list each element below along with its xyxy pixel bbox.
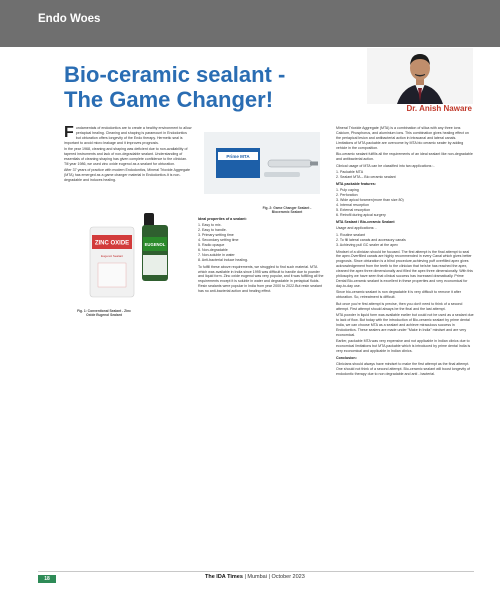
list-item: 2. Perforation: [336, 193, 358, 198]
applications-list: [336, 170, 474, 180]
bioceramic-paragraph: Bio-ceramic sealant fulfills all the requirements of an ideal sealant like non-degradable and antibacterial action.: [336, 152, 473, 162]
list-item: 1. Easy to mix.: [198, 223, 222, 228]
list-item: 3. Wide apical foramen(more than size 80): [336, 198, 404, 203]
title-line-1: Bio-ceramic sealant -: [64, 62, 286, 87]
list-item: 2. Easy to handle.: [198, 228, 227, 233]
list-item: 1. Pulp caping: [336, 188, 359, 193]
economics-paragraph: Earlier, packable MTA was very expensive and not applicable in Indian clinics due to economical limitations but MTA packable which is introduced by prime dental India is very economical and applicable in Indian clinics.: [336, 339, 471, 354]
packable-list: [336, 188, 474, 217]
list-item: 5. External resorption: [336, 207, 371, 212]
footer-divider: [38, 571, 474, 572]
ideal-properties-list: [198, 223, 326, 262]
list-item: 3. Achieving pull GC sealer at the apex: [336, 242, 398, 247]
figure-1-caption: Fig. 1: Conventional Sealant - Zinc Oxide Eugenol Sealant: [77, 309, 131, 318]
requirements-paragraph: To fulfill these above requirements, we struggled to find such material. MTA which was available in India since 1995 was difficult to handle due to powder and liquid form. Zinc oxide eugenol was very popular, and it was fulfilling all the requirements except it is soluble in water and degradable in periapical fluids. Resin sealants were popular in India from year 2000 to 2022.But resin sealant has no anti-bacterial action and healing effect.: [198, 264, 324, 294]
list-item: 1. Routine sealant: [336, 232, 365, 237]
title-line-2: The Game Changer!: [64, 87, 274, 112]
footer-separator: |: [268, 574, 272, 580]
conclusion-paragraph: Clinicians should always have mindset to make the first attempt as the final attempt. One should not think of a second attempt. Bio-ceramic sealant will boost longevity of endodontic therapy due to non degradable and anti - bacterial.: [336, 362, 471, 376]
history-paragraph: In the year 1968, cleaning and shaping was deficient due to non-availability of tapered instruments and lack of non-degradable sealant. Understanding of essentials of cleaning shaping has given complete confidence to the clinician. Till year 1986, we used zinc oxide eugenol as a sealant for obturation.: [64, 147, 188, 166]
intro-text: undamentals of endodontics are to create a healthy environment to allow periapical healing. Cleaning and shaping is paramount in Endodontics but obturation offers longevity of the Endo therapy. Hermetic seal is important to avoid micro leakage and it improves prognosis.: [64, 126, 192, 145]
article-title: [64, 62, 324, 112]
publication-name: The IDA Times: [205, 574, 243, 580]
author-photo-illustration: [367, 48, 473, 104]
mta-intro-paragraph: After 37 years of practice with modern Endodontics, Mineral Trioxide Aggregate (MTA) has emerged as a game changer material in Endodontics.It is non-degradable and induces healing.: [64, 168, 191, 183]
author-portrait: [367, 48, 473, 104]
first-attempt-paragraph: But once you're first attempt is precise, then you don't need to think of a second attempt. First attempt should always be the final and the last attempt.: [336, 301, 463, 311]
packable-heading: MTA packable features:: [336, 181, 376, 186]
list-item: 1. Packable MTA: [336, 170, 364, 175]
sealant-heading: MTA Sealant / Bio-ceramic Sealant: [336, 219, 395, 224]
drop-cap: F: [64, 124, 74, 141]
sealant-usage-list: [336, 233, 474, 248]
bioceramic-product-illustration: [198, 126, 326, 204]
author-name: Dr. Anish Naware: [406, 104, 472, 113]
list-item: 7. Non-soluble in water: [198, 252, 235, 257]
conclusion-heading: Conclusion:: [336, 355, 357, 360]
figure-2: [198, 126, 326, 214]
article-column-3: [336, 126, 474, 378]
sealant-usage-label: Usage and applications: -: [336, 226, 377, 231]
footer-publication-line: [205, 574, 305, 580]
list-item: 8. Anti-bacterial induce healing.: [198, 257, 248, 262]
list-item: 2. To fill lateral canals and accessory canals: [336, 237, 406, 242]
figure-1: [64, 197, 192, 317]
publication-issue: October 2023: [271, 574, 305, 580]
section-header-band: [0, 0, 500, 47]
mta-composition-paragraph: Mineral Trioxide Aggregate (MTA) is a combination of silica with any three ions Calcium, Phosphorus, and aluminium ions. This combination gives healing effect on the periapical lesion and antibacterial action in intracanal and lateral canals. Limitations of MTA packable are overcome by MTA bio ceramic sealer by adding vehicle in the composition.: [336, 126, 469, 150]
ideal-properties-heading: Ideal properties of a sealant:: [198, 216, 247, 221]
retreatment-paragraph: Since bio-ceramic sealant is non degradable it is very difficult to remove it after obturation. So, retreatment is difficult.: [336, 290, 461, 300]
clinical-usage-paragraph: Clinical usage of MTA can be classified into two applications :-: [336, 163, 435, 168]
figure-2-caption: Fig. 2: Game Changer Sealant - Bioceramic Sealant: [262, 205, 312, 214]
list-item: 2. Sealant MTA – Bio ceramic sealant: [336, 174, 396, 179]
mta-powder-paragraph: MTA powder in liquid form was available earlier but could not be used as a sealant due to lack of flow. But today with the introduction of Bio-ceramic sealant by prime dental India, we can choose MTA as a sealant and achieve miraculous success in Endodontics. These sealers are made under "Make in India" mindset and are very economical.: [336, 313, 474, 337]
page-number: 18: [38, 575, 56, 583]
article-column-2: [198, 126, 326, 296]
mindset-paragraph: Mindset of a clinician should be focused. The first attempt is the final attempt to seal the apex.Overfilled canals are highly recommended in every Canal which gives better prognosis. Since obturation is a blind procedure,achieving puff overfilled apex gives acknowledgement from the teeth to the clinician that he/she has reached the apex, cleaned the apex three dimensionally and filled the apex three dimensionally. With this philosophy we have seen that clinical success has increased dramatically. Prime Dental Bio-ceramic sealant is excellent in these properties and very economical for day-to-day use.: [336, 249, 473, 288]
list-item: 6. Non-degradable: [198, 247, 228, 252]
zoe-jar-sublabel: Eugenol Sealant: [100, 254, 124, 259]
intro-paragraph: [64, 126, 192, 146]
eugenol-bottle-label: EUGENOL: [144, 242, 166, 248]
list-item: 6. Retrofil during apical surgery: [336, 212, 386, 217]
zoe-products-illustration: [64, 197, 192, 307]
zoe-jar-label: ZINC OXIDE: [94, 240, 130, 247]
list-item: 4. Secondary setting time: [198, 238, 239, 243]
list-item: 4. Internal resorption: [336, 203, 369, 208]
product-box-label: Prime MTA: [226, 154, 250, 159]
section-tag: Endo Woes: [38, 13, 101, 25]
footer-separator: |: [244, 574, 248, 580]
list-item: 5. Radio opaque: [198, 243, 225, 248]
article-column-1: [64, 126, 192, 317]
list-item: 3. Primary setting time: [198, 233, 234, 238]
publication-city: Mumbai: [247, 574, 267, 580]
